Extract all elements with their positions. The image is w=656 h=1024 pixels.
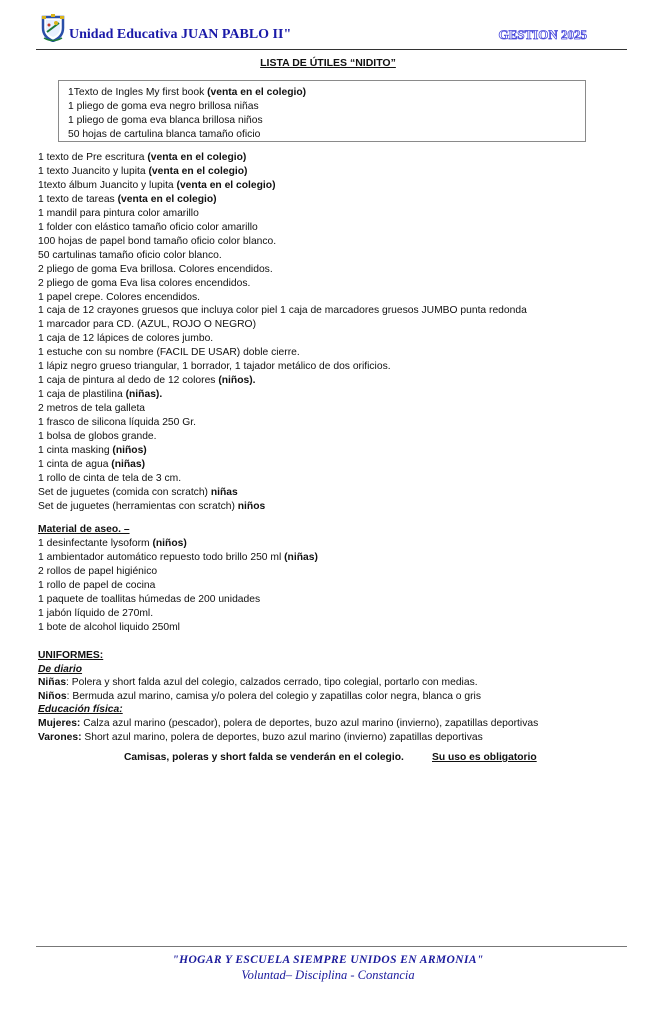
list-item: 1 bolsa de globos grande. xyxy=(38,431,157,443)
list-item: 1 folder con elástico tamaño oficio color amarillo xyxy=(38,221,258,233)
header-divider xyxy=(36,49,627,50)
list-item: Set de juguetes (comida con scratch) niñas xyxy=(38,486,238,498)
page-title: LISTA DE ÚTILES “NIDITO” xyxy=(260,57,396,69)
school-crest-icon xyxy=(40,14,66,42)
list-item: 1 jabón líquido de 270ml. xyxy=(38,608,154,619)
list-item: Set de juguetes (herramientas con scratch) niños xyxy=(38,500,266,512)
list-item: 1texto álbum Juancito y lupita (venta en el colegio) xyxy=(38,179,276,191)
list-item: 2 pliego de goma Eva brillosa. Colores encendidos. xyxy=(38,263,273,275)
school-name: Unidad Educativa JUAN PABLO II" xyxy=(69,27,292,42)
list-item: 1 rollo de cinta de tela de 3 cm. xyxy=(38,472,182,484)
uniforms-section xyxy=(38,649,538,744)
list-item: 1 cinta masking (niños) xyxy=(38,445,147,457)
list-item: 1 pliego de goma eva negro brillosa niñas xyxy=(68,100,259,112)
uniform-note: Camisas, poleras y short falda se venderán en el colegio. xyxy=(124,752,404,763)
list-item: 1 ambientador automático repuesto todo brillo 250 ml (niñas) xyxy=(38,552,318,563)
list-item: 1 papel crepe. Colores encendidos. xyxy=(38,291,200,303)
list-item: 1 texto de Pre escritura (venta en el colegio) xyxy=(38,152,247,163)
list-item: 2 metros de tela galleta xyxy=(38,403,146,415)
gestion-year: GESTION 2025 xyxy=(498,27,587,42)
list-item: 1 caja de plastilina (niñas). xyxy=(38,389,163,401)
footer-values: Voluntad– Disciplina - Constancia xyxy=(241,968,415,982)
list-item: 2 pliego de goma Eva lisa colores encendidos. xyxy=(38,277,251,289)
list-item: 1 marcador para CD. (AZUL, ROJO O NEGRO) xyxy=(38,319,256,331)
list-item: 1 estuche con su nombre (FACIL DE USAR) doble cierre. xyxy=(38,347,300,359)
list-item: 1 texto de tareas (venta en el colegio) xyxy=(38,193,217,205)
list-item: Varones: Short azul marino, polera de deportes, buzo azul marino (invierno) zapatillas deportivas xyxy=(38,731,483,743)
list-item: 1 caja de 12 lápices de colores jumbo. xyxy=(38,333,214,345)
section-heading: UNIFORMES: xyxy=(38,650,104,661)
list-item: 50 hojas de cartulina blanca tamaño oficio xyxy=(68,128,261,140)
boxed-items xyxy=(58,80,586,142)
list-item: 1Texto de Ingles My first book (venta en el colegio) xyxy=(68,87,307,98)
list-item: 1 bote de alcohol liquido 250ml xyxy=(38,622,180,633)
list-item: 1 pliego de goma eva blanca brillosa niños xyxy=(68,114,263,126)
subsection-heading: Educación física: xyxy=(38,704,123,716)
list-item: Niñas: Polera y short falda azul del colegio, calzados cerrado, tipo colegial, portarlo con medias. xyxy=(38,677,478,689)
list-item: 1 paquete de toallitas húmedas de 200 unidades xyxy=(38,594,261,605)
mandatory-note: Su uso es obligatorio xyxy=(432,752,537,763)
list-item: 1 mandil para pintura color amarillo xyxy=(38,207,199,219)
subsection-heading: De diario xyxy=(38,663,83,675)
section-heading: Material de aseo. – xyxy=(38,524,130,535)
list-item: 1 caja de pintura al dedo de 12 colores (niños). xyxy=(38,375,256,387)
list-item: 100 hojas de papel bond tamaño oficio color blanco. xyxy=(38,235,277,247)
list-item: Mujeres: Calza azul marino (pescador), polera de deportes, buzo azul marino (invierno), zapatillas deportivas xyxy=(38,717,539,729)
supplies-list xyxy=(38,151,527,514)
cleaning-supplies-section xyxy=(38,523,318,635)
list-item: 1 cinta de agua (niñas) xyxy=(38,458,146,470)
list-item: 1 frasco de silicona líquida 250 Gr. xyxy=(38,417,196,429)
list-item: 1 rollo de papel de cocina xyxy=(38,580,156,591)
list-item: 1 desinfectante lysoform (niños) xyxy=(38,538,187,549)
footer-motto: "HOGAR Y ESCUELA SIEMPRE UNIDOS EN ARMONIA" xyxy=(172,954,484,966)
page-header xyxy=(37,12,627,44)
list-item: 1 lápiz negro grueso triangular, 1 borrador, 1 tajador metálico de dos orificios. xyxy=(38,361,391,373)
list-item: 1 texto Juancito y lupita (venta en el colegio) xyxy=(38,165,248,177)
list-item: 2 rollos de papel higiénico xyxy=(38,566,158,577)
list-item: 50 cartulinas tamaño oficio color blanco. xyxy=(38,249,222,261)
list-item: Niños: Bermuda azul marino, camisa y/o polera del colegio y zapatillas color negra, blanca o gris xyxy=(38,690,481,702)
footer-divider xyxy=(36,946,627,947)
list-item: 1 caja de 12 crayones gruesos que incluya color piel 1 caja de marcadores gruesos JUMBO punta redonda xyxy=(38,305,527,317)
